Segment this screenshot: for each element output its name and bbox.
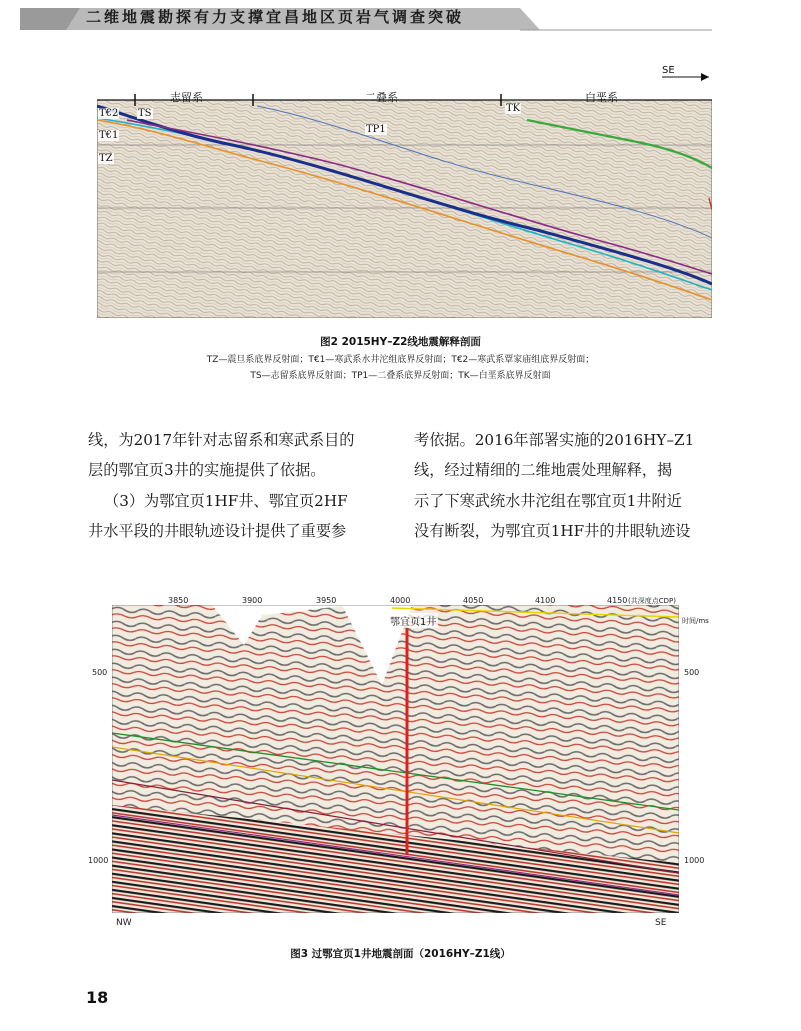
- system-label-cretaceous: 白垩系: [585, 91, 618, 104]
- paragraph-line: 没有断裂，为鄂宜页1HF井的井眼轨迹设: [414, 522, 691, 540]
- horizon-tag-ts: TS: [138, 108, 152, 119]
- well-label: 鄂宜页1井: [388, 613, 438, 628]
- paragraph-line: 考依据。2016年部署实施的2016HY–Z1: [414, 431, 695, 449]
- cdp-tick: 3950: [316, 596, 337, 605]
- figure-2-legend-line-2: TS—志留系底界反射面；TP1—二叠系底界反射面；TK—白垩系底界反射面: [250, 371, 551, 381]
- system-label-silurian: 志留系: [170, 91, 203, 104]
- figure-2-seismic-section: [97, 60, 712, 318]
- horizon-tag-tp1: TP1: [366, 124, 386, 135]
- horizon-tag-te1: T€1: [99, 130, 119, 141]
- page-header: [0, 0, 801, 34]
- paragraph-line: 井水平段的井眼轨迹设计提供了重要参: [88, 522, 347, 540]
- horizon-tag-tk: TK: [506, 103, 521, 114]
- cdp-tick: 4050: [463, 596, 484, 605]
- horizon-tag-te2: T€2: [99, 108, 119, 119]
- figure-2-legend-line-1: TZ—震旦系底界反射面；T€1—寒武系水井沱组底界反射面；T€2—寒武系覃家庙组底界反射面；: [206, 355, 595, 365]
- header-title: 二维地震勘探有力支撑宜昌地区页岩气调查突破: [86, 8, 465, 26]
- se-label: SE: [655, 918, 667, 928]
- time-axis-label: 时间/ms: [682, 617, 709, 625]
- paragraph-line: （3）为鄂宜页1HF井、鄂宜页2HF: [104, 492, 348, 510]
- paragraph-line: 层的鄂宜页3井的实施提供了依据。: [88, 461, 326, 479]
- time-tick-right: 500: [684, 668, 700, 677]
- direction-label: SE: [662, 65, 675, 76]
- page-number: 18: [86, 988, 109, 1007]
- figure-2-caption: 图2 2015HY–Z2线地震解释剖面: [320, 336, 481, 348]
- cdp-tick: 4000: [390, 596, 411, 605]
- time-tick-left: 500: [92, 668, 108, 677]
- figure-3-caption: 图3 过鄂宜页1井地震剖面（2016HY–Z1线）: [290, 948, 511, 960]
- cdp-tick: 4150: [607, 596, 628, 605]
- figure-3-seismic-section: [112, 605, 679, 913]
- paragraph-line: 线，经过精细的二维地震处理解释，揭: [414, 461, 673, 479]
- time-tick-right: 1000: [684, 856, 705, 865]
- paragraph-line: 线，为2017年针对志留系和寒武系目的: [88, 431, 355, 449]
- time-tick-left: 1000: [88, 856, 109, 865]
- horizon-tag-tz: TZ: [99, 153, 113, 164]
- figure-3-plot: [112, 605, 679, 913]
- cdp-tick: 3850: [168, 596, 189, 605]
- cdp-unit: (共深度点CDP): [628, 597, 676, 605]
- system-label-permian: 二叠系: [365, 91, 398, 104]
- paragraph-line: 示了下寒武统水井沱组在鄂宜页1井附近: [414, 492, 682, 510]
- cdp-tick: 3900: [242, 596, 263, 605]
- cdp-tick: 4100: [535, 596, 556, 605]
- nw-label: NW: [116, 918, 132, 928]
